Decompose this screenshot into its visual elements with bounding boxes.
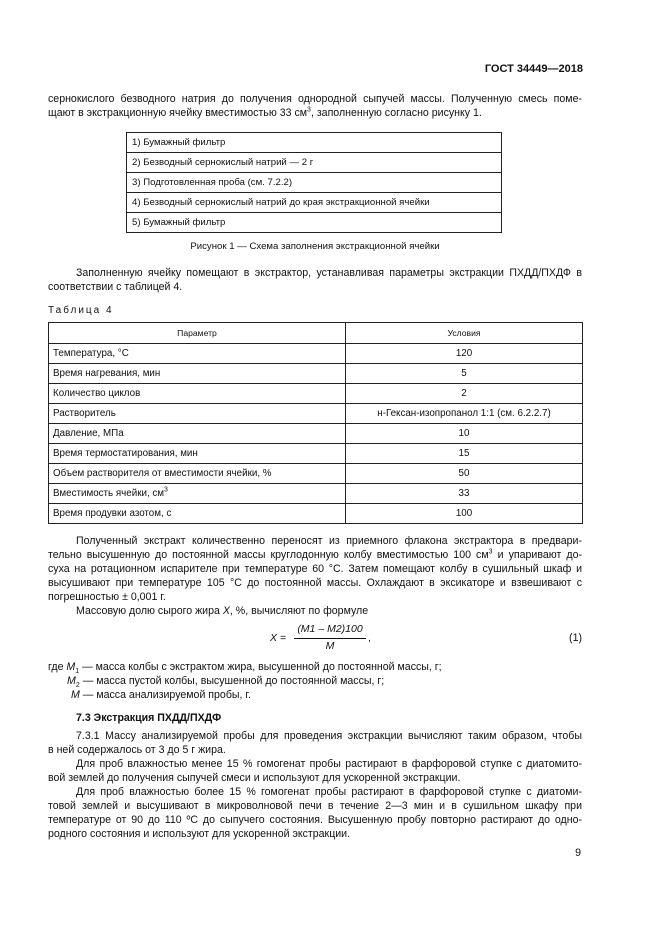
text-line [48, 106, 582, 120]
formula-number: (1) [569, 632, 582, 644]
text-line [48, 548, 582, 562]
figure-1-scheme [126, 132, 502, 233]
text-span: , %, вычисляют по формуле [229, 605, 369, 617]
text-line: температуре от 90 до 110 ºС до сыпучего состояния. Высушенную пробу повторно растирают до одно- [48, 814, 582, 826]
table-row [49, 384, 583, 404]
value-cell: 10 [346, 424, 583, 444]
formula-fraction [294, 622, 366, 652]
param-cell: Температура, °С [49, 344, 346, 364]
legend-text: — масса колбы с экстрактом жира, высушенной до постоянной массы, г; [82, 661, 442, 673]
table-label: Таблица 4 [48, 305, 114, 316]
param-cell: Растворитель [49, 404, 346, 424]
value-cell: 15 [346, 444, 583, 464]
paragraph-high-moisture [48, 785, 582, 841]
param-cell: Время продувки азотом, с [49, 504, 346, 524]
text-span: щают в экстракционную ячейку вместимостью 33 см [48, 107, 308, 119]
text-line: товой землей и высушивают в микроволновой печи в течение 2—3 мин и в сушильном шкафу при [48, 800, 582, 812]
legend-symbol: M [67, 675, 76, 687]
formula-denominator: M [325, 640, 335, 652]
value-cell: 50 [346, 464, 583, 484]
subscript: 2 [75, 682, 80, 690]
paragraph-fill-cell [48, 266, 582, 294]
figure-row: 2) Безводный сернокислый натрий — 2 г [127, 153, 502, 173]
value-cell: 33 [346, 484, 583, 504]
table-row [49, 464, 583, 484]
table-row [49, 504, 583, 524]
table-header: Параметр [49, 323, 346, 344]
formula-1 [270, 622, 380, 656]
text-span: тельно высушенную до постоянной массы круглодонную колбу вместимостью 100 см [48, 549, 489, 561]
table-header: Условия [346, 323, 583, 344]
text-line: высушивают при температуре 105 °С до постоянной массы. Охлаждают в эксикаторе и взвешивают с [48, 577, 582, 589]
table-row [49, 344, 583, 364]
text-span: , заполненную согласно рисунку 1. [310, 107, 482, 119]
formula-numerator: (M1 – M2)100 [297, 623, 363, 635]
paragraph-7-3-1 [48, 729, 582, 757]
text-span: Массовую долю сырого жира [76, 605, 223, 617]
text-line: 7.3.1 Массу анализируемой пробы для проведения экстракции вычисляют таким образом, чтобы [76, 730, 582, 742]
text-line: Полученный экстракт количественно переносят из приемного флакона экстрактора в предвари- [76, 535, 582, 547]
param-cell: Количество циклов [49, 384, 346, 404]
text-line [48, 604, 582, 618]
text-line: в ней содержалось от 3 до 5 г жира. [48, 744, 226, 756]
legend-line [48, 660, 582, 674]
legend-intro: где [48, 661, 64, 673]
fraction-bar [294, 638, 366, 639]
param-cell: Давление, МПа [49, 424, 346, 444]
table-header-row [49, 323, 583, 344]
superscript: 3 [307, 106, 311, 114]
text-line: сернокислого безводного натрия до получения однородной сыпучей массы. Полученную смесь поме- [48, 93, 582, 105]
text-line: вой землей до получения сыпучей смеси и используют для ускоренной экстракции. [48, 772, 461, 784]
param-cell [49, 484, 346, 504]
legend-symbol: M [71, 689, 80, 701]
table-4 [48, 322, 583, 524]
value-cell: 5 [346, 364, 583, 384]
formula-legend [48, 660, 582, 702]
table-row [49, 484, 583, 504]
paragraph-formula-intro [48, 604, 582, 618]
paragraph-intro [48, 92, 582, 120]
text-line: родного состояния и используют для ускоренной экстракции. [48, 828, 351, 840]
param-cell: Время нагревания, мин [49, 364, 346, 384]
superscript: 3 [488, 548, 493, 556]
subscript: 1 [75, 668, 80, 676]
text-line: Заполненную ячейку помещают в экстрактор, устанавливая параметры экстракции ПХДД/ПХДФ в [76, 267, 582, 279]
variable: X [222, 605, 230, 617]
param-cell: Объем растворителя от вместимости ячейки, % [49, 464, 346, 484]
paragraph-extract-transfer [48, 534, 582, 604]
text-line: соответствии с таблицей 4. [48, 281, 183, 293]
figure-row: 3) Подготовленная проба (см. 7.2.2) [127, 173, 502, 193]
value-cell: 120 [346, 344, 583, 364]
formula-lhs: X = [270, 632, 287, 644]
document-code: ГОСТ 34449—2018 [484, 63, 583, 75]
legend-symbol: M [66, 661, 76, 673]
table-row [49, 424, 583, 444]
text-line: Для проб влажностью более 15 % гомогенат пробы растирают в фарфоровой ступке с диатоми- [76, 786, 582, 798]
figure-row: 5) Бумажный фильтр [127, 213, 502, 233]
figure-row: 1) Бумажный фильтр [127, 133, 502, 153]
text-line: погрешностью ± 0,001 г. [48, 591, 166, 603]
legend-text: — масса анализируемой пробы, г. [82, 689, 251, 701]
text-line: суха на ротационном испарителе при температуре 60 °С. Затем помещают колбу в сушильный шкаф и [48, 563, 582, 575]
figure-row: 4) Безводный сернокислый натрий до края экстракционной ячейки [127, 193, 502, 213]
value-cell: н-Гексан-изопропанол 1:1 (см. 6.2.2.7) [346, 404, 583, 424]
page-number: 9 [575, 847, 581, 859]
table-row [49, 444, 583, 464]
table-row [49, 364, 583, 384]
figure-caption: Рисунок 1 — Схема заполнения экстракционной ячейки [190, 241, 440, 252]
formula-comma: , [368, 632, 371, 644]
section-heading: 7.3 Экстракция ПХДД/ПХДФ [76, 712, 222, 724]
legend-line [48, 688, 582, 702]
legend-text: — масса пустой колбы, высушенной до постоянной массы, г; [82, 675, 385, 687]
param-cell: Время термостатирования, мин [49, 444, 346, 464]
table-row [49, 404, 583, 424]
legend-line [48, 674, 582, 688]
value-cell: 100 [346, 504, 583, 524]
value-cell: 2 [346, 384, 583, 404]
text-span: Вместимость ячейки, см [53, 487, 165, 499]
paragraph-low-moisture [48, 757, 582, 785]
superscript: 3 [164, 486, 168, 494]
text-span: и упаривают до- [492, 549, 582, 561]
text-line: Для проб влажностью менее 15 % гомогенат пробы растирают в фарфоровой ступке с диатомито- [76, 758, 582, 770]
